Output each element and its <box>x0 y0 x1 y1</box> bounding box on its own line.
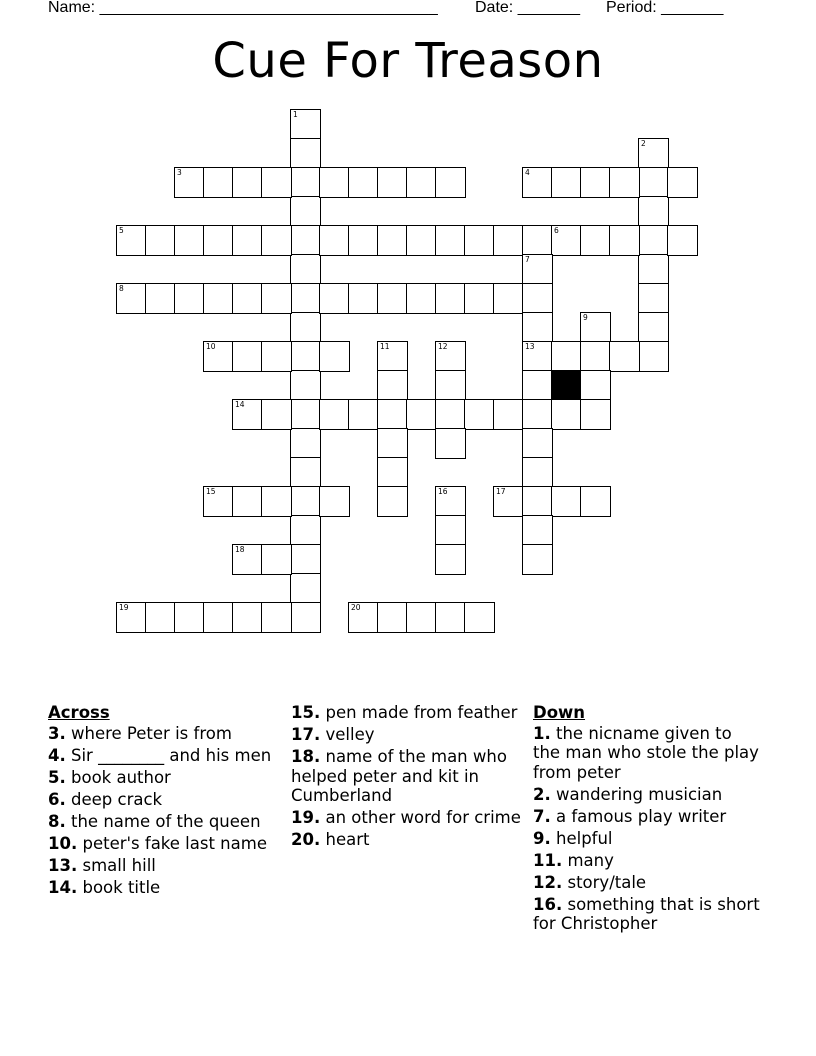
clue-text: an other word for crime <box>325 808 521 827</box>
crossword-cell[interactable] <box>348 167 379 198</box>
crossword-cell[interactable] <box>203 225 234 256</box>
crossword-cell[interactable] <box>203 283 234 314</box>
clue <box>533 724 763 783</box>
crossword-cell[interactable] <box>203 602 234 633</box>
clue-number: 3 <box>177 168 182 177</box>
across-heading: Across <box>48 703 110 722</box>
clue <box>291 703 521 723</box>
crossword-cell[interactable] <box>638 167 669 198</box>
puzzle-title: Cue For Treason <box>212 33 604 89</box>
crossword-cell[interactable] <box>638 225 669 256</box>
crossword-cell[interactable] <box>290 399 321 430</box>
crossword-cell[interactable] <box>319 225 350 256</box>
clue-number: 6 <box>554 226 559 235</box>
clue <box>291 830 521 850</box>
crossword-cell[interactable] <box>145 225 176 256</box>
crossword-cell[interactable] <box>232 283 263 314</box>
clue <box>533 807 763 827</box>
crossword-cell[interactable] <box>609 167 640 198</box>
crossword-cell[interactable] <box>261 486 292 517</box>
crossword-cell[interactable] <box>522 312 553 343</box>
crossword-cell[interactable] <box>551 341 582 372</box>
clue-number: 3. <box>48 723 66 743</box>
crossword-cell[interactable] <box>493 399 524 430</box>
clue-number: 5. <box>48 767 66 787</box>
clue-number: 6. <box>48 789 66 809</box>
clue-text: a famous play writer <box>556 806 727 826</box>
crossword-cell[interactable] <box>522 486 553 517</box>
crossword-cell[interactable] <box>522 457 553 488</box>
crossword-cell[interactable] <box>522 428 553 459</box>
crossword-cell[interactable] <box>232 486 263 517</box>
crossword-cell[interactable] <box>203 341 234 372</box>
crossword-cell[interactable] <box>174 283 205 314</box>
clue-text: peter's fake last name <box>82 833 267 853</box>
crossword-cell[interactable] <box>580 370 611 401</box>
crossword-cell[interactable] <box>609 341 640 372</box>
crossword-cell[interactable] <box>406 399 437 430</box>
crossword-cell[interactable] <box>551 225 582 256</box>
crossword-cell[interactable] <box>493 486 524 517</box>
crossword-cell[interactable] <box>609 225 640 256</box>
crossword-cell[interactable] <box>522 544 553 575</box>
crossword-cell[interactable] <box>145 283 176 314</box>
crossword-cell[interactable] <box>290 486 321 517</box>
date-field[interactable]: Date: _______ <box>475 0 580 16</box>
crossword-cell[interactable] <box>319 341 350 372</box>
crossword-cell[interactable] <box>667 167 698 198</box>
crossword-cell[interactable] <box>522 399 553 430</box>
clue-number: 12 <box>438 342 448 351</box>
down-heading: Down <box>533 703 586 722</box>
crossword-cell[interactable] <box>290 225 321 256</box>
clue-number: 17 <box>496 487 506 496</box>
crossword-cell[interactable] <box>522 225 553 256</box>
clue-number: 7 <box>525 255 530 264</box>
crossword-cell[interactable] <box>377 283 408 314</box>
clue <box>48 790 273 810</box>
crossword-cell[interactable] <box>290 283 321 314</box>
crossword-cell[interactable] <box>290 428 321 459</box>
clue-number: 4. <box>48 745 66 765</box>
clue-number: 11 <box>380 342 390 351</box>
crossword-cell[interactable] <box>522 283 553 314</box>
clue <box>533 785 763 805</box>
clue-number: 5 <box>119 226 124 235</box>
crossword-cell[interactable] <box>290 544 321 575</box>
clue <box>48 878 273 898</box>
crossword-cell[interactable] <box>377 457 408 488</box>
clue-text: the name of the queen <box>71 811 261 831</box>
crossword-cell[interactable] <box>377 428 408 459</box>
clue-number: 20. <box>291 830 321 849</box>
crossword-cell[interactable] <box>667 225 698 256</box>
crossword-cell[interactable] <box>638 254 669 285</box>
crossword-cell[interactable] <box>232 167 263 198</box>
crossword-cell[interactable] <box>435 602 466 633</box>
crossword-cell[interactable] <box>522 370 553 401</box>
crossword-cell[interactable] <box>261 225 292 256</box>
clue-number: 2 <box>641 139 646 148</box>
crossword-cell[interactable] <box>174 167 205 198</box>
clue-number: 14. <box>48 877 78 897</box>
clue-text: deep crack <box>71 789 163 809</box>
crossword-cell[interactable] <box>116 225 147 256</box>
crossword-cell[interactable] <box>638 196 669 227</box>
clue-number: 8 <box>119 284 124 293</box>
crossword-cell[interactable] <box>319 486 350 517</box>
crossword-cell[interactable] <box>522 167 553 198</box>
crossword-cell[interactable] <box>290 138 321 169</box>
clue-text: pen made from feather <box>325 703 518 722</box>
crossword-cell[interactable] <box>203 167 234 198</box>
clue-number: 1. <box>533 723 551 743</box>
crossword-cell[interactable] <box>290 196 321 227</box>
crossword-cell[interactable] <box>319 399 350 430</box>
crossword-cell[interactable] <box>435 341 466 372</box>
clue-number: 9. <box>533 828 551 848</box>
clue-number: 15. <box>291 703 321 722</box>
clue-number: 20 <box>351 603 361 612</box>
clue-text: small hill <box>82 855 156 875</box>
clue-text: book author <box>71 767 171 787</box>
crossword-cell[interactable] <box>551 167 582 198</box>
clue-text: where Peter is from <box>71 723 232 743</box>
clue <box>533 873 763 893</box>
clue-number: 2. <box>533 784 551 804</box>
period-field[interactable]: Period: _______ <box>606 0 724 16</box>
crossword-cell[interactable] <box>174 602 205 633</box>
clue-number: 7. <box>533 806 551 826</box>
crossword-cell[interactable] <box>261 602 292 633</box>
clue-number: 16. <box>533 894 563 914</box>
clue-number: 1 <box>293 110 298 119</box>
clue <box>48 834 273 854</box>
clue-text: helpful <box>556 828 613 848</box>
crossword-cell[interactable] <box>232 602 263 633</box>
crossword-cell[interactable] <box>290 457 321 488</box>
clue-number: 10. <box>48 833 78 853</box>
crossword-cell[interactable] <box>290 312 321 343</box>
clue-text: Sir ________ and his men <box>71 745 272 765</box>
clue-text: story/tale <box>567 872 647 892</box>
clue-text: something that is short for Christopher <box>533 894 760 933</box>
clue <box>291 725 521 745</box>
crossword-cell[interactable] <box>638 312 669 343</box>
crossword-cell[interactable] <box>348 399 379 430</box>
clue-number: 19 <box>119 603 129 612</box>
clue <box>48 856 273 876</box>
crossword-cell[interactable] <box>580 225 611 256</box>
clue <box>48 724 273 744</box>
crossword-cell[interactable] <box>435 167 466 198</box>
clue-number: 10 <box>206 342 216 351</box>
crossword-cell[interactable] <box>290 573 321 604</box>
clue <box>291 808 521 828</box>
crossword-cell[interactable] <box>638 138 669 169</box>
clue-text: many <box>567 850 614 870</box>
crossword-cell[interactable] <box>493 225 524 256</box>
clue <box>533 829 763 849</box>
crossword-cell[interactable] <box>638 341 669 372</box>
crossword-cell[interactable] <box>551 486 582 517</box>
crossword-cell[interactable] <box>203 486 234 517</box>
crossword-cell[interactable] <box>377 341 408 372</box>
crossword-cell[interactable] <box>377 399 408 430</box>
crossword-cell[interactable] <box>377 486 408 517</box>
crossword-cell[interactable] <box>580 167 611 198</box>
crossword-cell[interactable] <box>290 109 321 140</box>
clue-number: 12. <box>533 872 563 892</box>
crossword-cell[interactable] <box>522 254 553 285</box>
crossword-cell[interactable] <box>116 283 147 314</box>
clue-number: 4 <box>525 168 530 177</box>
clue-number: 15 <box>206 487 216 496</box>
crossword-cell[interactable] <box>435 283 466 314</box>
clue-text: heart <box>325 830 370 849</box>
crossword-cell[interactable] <box>580 312 611 343</box>
clue <box>48 812 273 832</box>
name-field[interactable]: Name: ______________________________________ <box>48 0 438 16</box>
crossword-cell[interactable] <box>319 167 350 198</box>
crossword-cell[interactable] <box>435 428 466 459</box>
clue-number: 18 <box>235 545 245 554</box>
down-clues-column <box>533 703 763 936</box>
clue <box>48 768 273 788</box>
crossword-cell[interactable] <box>551 399 582 430</box>
across-clues-column-1 <box>48 703 273 900</box>
crossword-cell[interactable] <box>464 602 495 633</box>
crossword-cell[interactable] <box>377 602 408 633</box>
crossword-cell[interactable] <box>261 399 292 430</box>
crossword-cell[interactable] <box>406 225 437 256</box>
crossword-cell[interactable] <box>464 399 495 430</box>
crossword-cell[interactable] <box>290 370 321 401</box>
clue-number: 13. <box>48 855 78 875</box>
crossword-cell[interactable] <box>406 167 437 198</box>
crossword-cell[interactable] <box>261 283 292 314</box>
crossword-cell[interactable] <box>232 341 263 372</box>
clue-number: 11. <box>533 850 563 870</box>
crossword-cell[interactable] <box>435 515 466 546</box>
clue-number: 16 <box>438 487 448 496</box>
crossword-cell[interactable] <box>435 544 466 575</box>
clue-number: 8. <box>48 811 66 831</box>
crossword-cell[interactable] <box>435 399 466 430</box>
across-clues-column-2 <box>291 703 521 852</box>
crossword-cell[interactable] <box>319 283 350 314</box>
clue-text: book title <box>82 877 161 897</box>
clue <box>533 895 763 934</box>
clue-text: name of the man who helped peter and kit in Cumberland <box>291 747 507 805</box>
crossword-cell[interactable] <box>232 225 263 256</box>
clue-text: the nicname given to the man who stole the play from peter <box>533 723 759 782</box>
crossword-cell[interactable] <box>348 283 379 314</box>
crossword-cell[interactable] <box>435 225 466 256</box>
clue <box>291 747 521 806</box>
crossword-cell[interactable] <box>638 283 669 314</box>
crossword-cell[interactable] <box>348 602 379 633</box>
crossword-cell[interactable] <box>145 602 176 633</box>
crossword-cell[interactable] <box>116 602 147 633</box>
crossword-cell[interactable] <box>406 602 437 633</box>
crossword-cell[interactable] <box>174 225 205 256</box>
clue-number: 13 <box>525 342 535 351</box>
crossword-cell[interactable] <box>261 341 292 372</box>
crossword-cell[interactable] <box>290 254 321 285</box>
crossword-cell[interactable] <box>377 167 408 198</box>
crossword-cell[interactable] <box>435 486 466 517</box>
crossword-cell[interactable] <box>522 341 553 372</box>
clue-number: 18. <box>291 747 321 766</box>
crossword-cell[interactable] <box>377 370 408 401</box>
clue-text: wandering musician <box>556 784 723 804</box>
crossword-cell[interactable] <box>464 225 495 256</box>
crossword-cell[interactable] <box>406 283 437 314</box>
crossword-cell[interactable] <box>580 399 611 430</box>
crossword-cell[interactable] <box>580 341 611 372</box>
clue-number: 9 <box>583 313 588 322</box>
crossword-cell[interactable] <box>232 544 263 575</box>
crossword-cell[interactable] <box>580 486 611 517</box>
clue <box>533 851 763 871</box>
clue-number: 17. <box>291 725 321 744</box>
crossword-cell[interactable] <box>377 225 408 256</box>
crossword-cell[interactable] <box>290 167 321 198</box>
crossword-cell[interactable] <box>522 515 553 546</box>
black-square <box>551 370 582 401</box>
clue <box>48 746 273 766</box>
clue-text: velley <box>325 725 375 744</box>
crossword-cell[interactable] <box>261 544 292 575</box>
clue-number: 14 <box>235 400 245 409</box>
crossword-cell[interactable] <box>232 399 263 430</box>
crossword-cell[interactable] <box>290 602 321 633</box>
clue-number: 19. <box>291 808 321 827</box>
crossword-cell[interactable] <box>290 515 321 546</box>
crossword-cell[interactable] <box>348 225 379 256</box>
crossword-cell[interactable] <box>261 167 292 198</box>
crossword-cell[interactable] <box>493 283 524 314</box>
crossword-cell[interactable] <box>290 341 321 372</box>
crossword-cell[interactable] <box>464 283 495 314</box>
crossword-cell[interactable] <box>435 370 466 401</box>
